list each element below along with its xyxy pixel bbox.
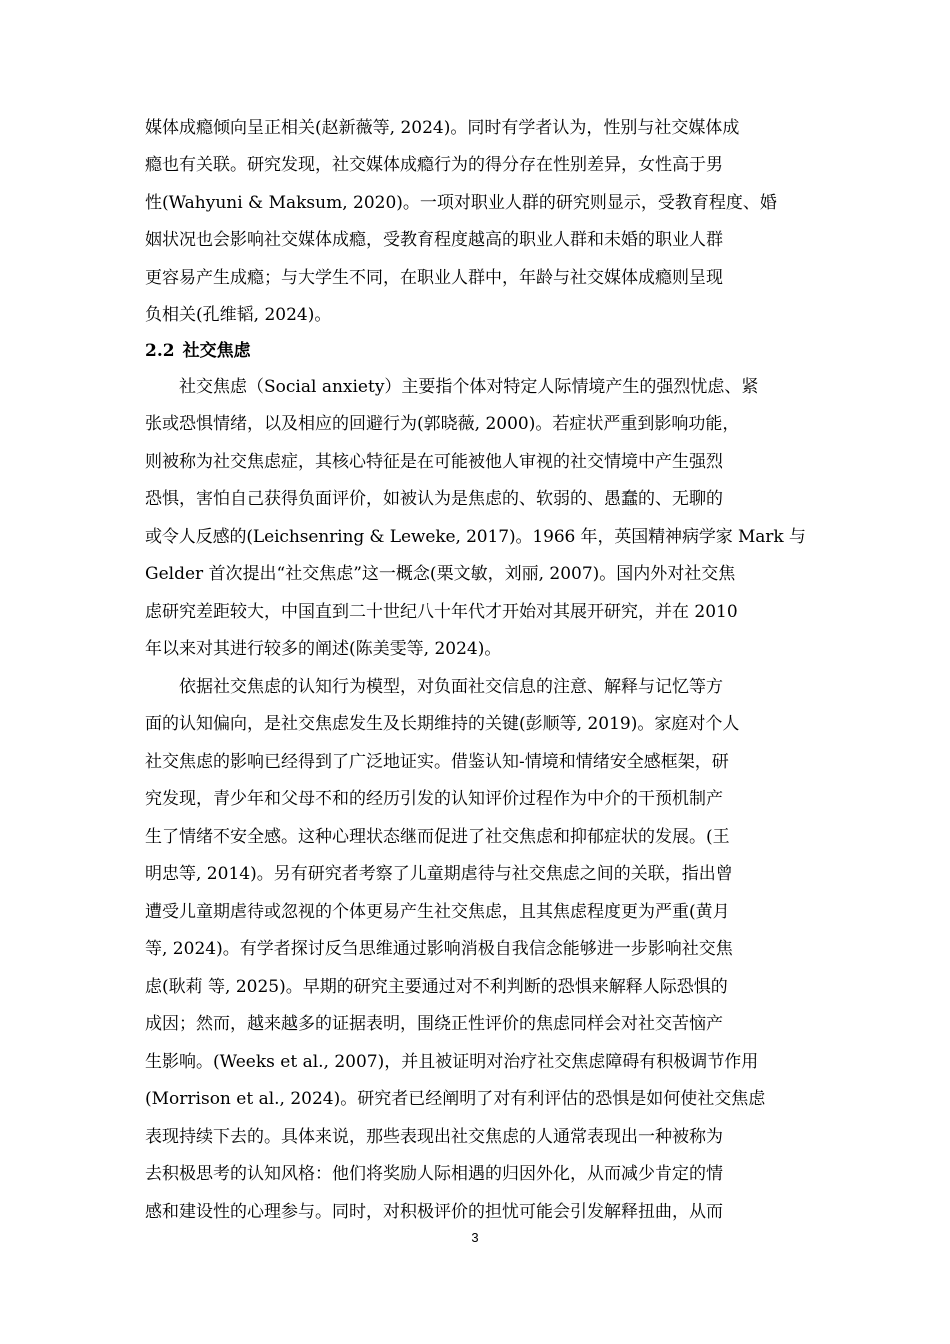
text-line: 社交焦虑的影响已经得到了广泛地证实。借鉴认知-情境和情绪安全感框架，研 — [145, 752, 729, 772]
text-line: 感和建设性的心理参与。同时，对积极评价的担忧可能会引发解释扭曲，从而 — [145, 1202, 723, 1222]
text-line: 生了情绪不安全感。这种心理状态继而促进了社交焦虑和抑郁症状的发展。(王 — [145, 827, 730, 847]
text-line: 究发现，青少年和父母不和的经历引发的认知评价过程作为中介的干预机制产 — [145, 789, 723, 809]
text-line: 社交焦虑（Social anxiety）主要指个体对特定人际情境产生的强烈忧虑、紧 — [179, 377, 759, 397]
text-line: 则被称为社交焦虑症，其核心特征是在可能被他人审视的社交情境中产生强烈 — [145, 452, 723, 472]
text-line: 性(Wahyuni & Maksum, 2020)。一项对职业人群的研究则显示，受教育程度、婚 — [145, 193, 777, 213]
text-line: 虑(耿莉 等, 2025)。早期的研究主要通过对不利判断的恐惧来解释人际恐惧的 — [145, 977, 728, 997]
text-line: 生影响。(Weeks et al., 2007)，并且被证明对治疗社交焦虑障碍有积极调节作用 — [145, 1052, 759, 1072]
text-line: 张或恐惧情绪，以及相应的回避行为(郭晓薇, 2000)。若症状严重到影响功能， — [145, 414, 740, 434]
text-line: 负相关(孔维韬, 2024)。 — [145, 305, 332, 325]
text-line: 媒体成瘾倾向呈正相关(赵新薇等, 2024)。同时有学者认为，性别与社交媒体成 — [145, 118, 740, 138]
text-line: 表现持续下去的。具体来说，那些表现出社交焦虑的人通常表现出一种被称为 — [145, 1127, 723, 1147]
text-line: Gelder 首次提出“社交焦虑”这一概念(栗文敏，刘丽, 2007)。国内外对社交焦 — [145, 564, 736, 584]
text-line: 面的认知偏向，是社交焦虑发生及长期维持的关键(彭顺等, 2019)。家庭对个人 — [145, 714, 740, 734]
text-line: 遭受儿童期虐待或忽视的个体更易产生社交焦虑，且其焦虑程度更为严重(黄月 — [145, 902, 730, 922]
text-line: 明忠等, 2014)。另有研究者考察了儿童期虐待与社交焦虑之间的关联，指出曾 — [145, 864, 733, 884]
text-line: 姻状况也会影响社交媒体成瘾，受教育程度越高的职业人群和未婚的职业人群 — [145, 230, 723, 250]
section-heading — [145, 341, 810, 361]
text-line: 等, 2024)。有学者探讨反刍思维通过影响消极自我信念能够进一步影响社交焦 — [145, 939, 733, 959]
section-title: 社交焦虑 — [182, 341, 251, 361]
text-line: 依据社交焦虑的认知行为模型，对负面社交信息的注意、解释与记忆等方 — [179, 677, 723, 697]
text-line: (Morrison et al., 2024)。研究者已经阐明了对有利评估的恐惧是如何使社交焦虑 — [145, 1089, 766, 1109]
text-line: 或令人反感的(Leichsenring & Leweke, 2017)。1966 年，英国精神病学家 Mark 与 — [145, 527, 806, 547]
text-line: 瘾也有关联。研究发现，社交媒体成瘾行为的得分存在性别差异，女性高于男 — [145, 155, 723, 175]
text-line: 年以来对其进行较多的阐述(陈美雯等, 2024)。 — [145, 639, 502, 659]
text-line: 更容易产生成瘾；与大学生不同，在职业人群中，年龄与社交媒体成瘾则呈现 — [145, 268, 723, 288]
text-line: 去积极思考的认知风格：他们将奖励人际相遇的归因外化，从而减少肯定的情 — [145, 1164, 723, 1184]
section-number: 2.2 — [145, 341, 175, 361]
text-line: 成因；然而，越来越多的证据表明，围绕正性评价的焦虑同样会对社交苦恼产 — [145, 1014, 723, 1034]
page-number: 3 — [471, 1230, 479, 1245]
text-line: 恐惧，害怕自己获得负面评价，如被认为是焦虑的、软弱的、愚蠢的、无聊的 — [145, 489, 723, 509]
text-line: 虑研究差距较大，中国直到二十世纪八十年代才开始对其展开研究，并在 2010 — [145, 602, 738, 622]
